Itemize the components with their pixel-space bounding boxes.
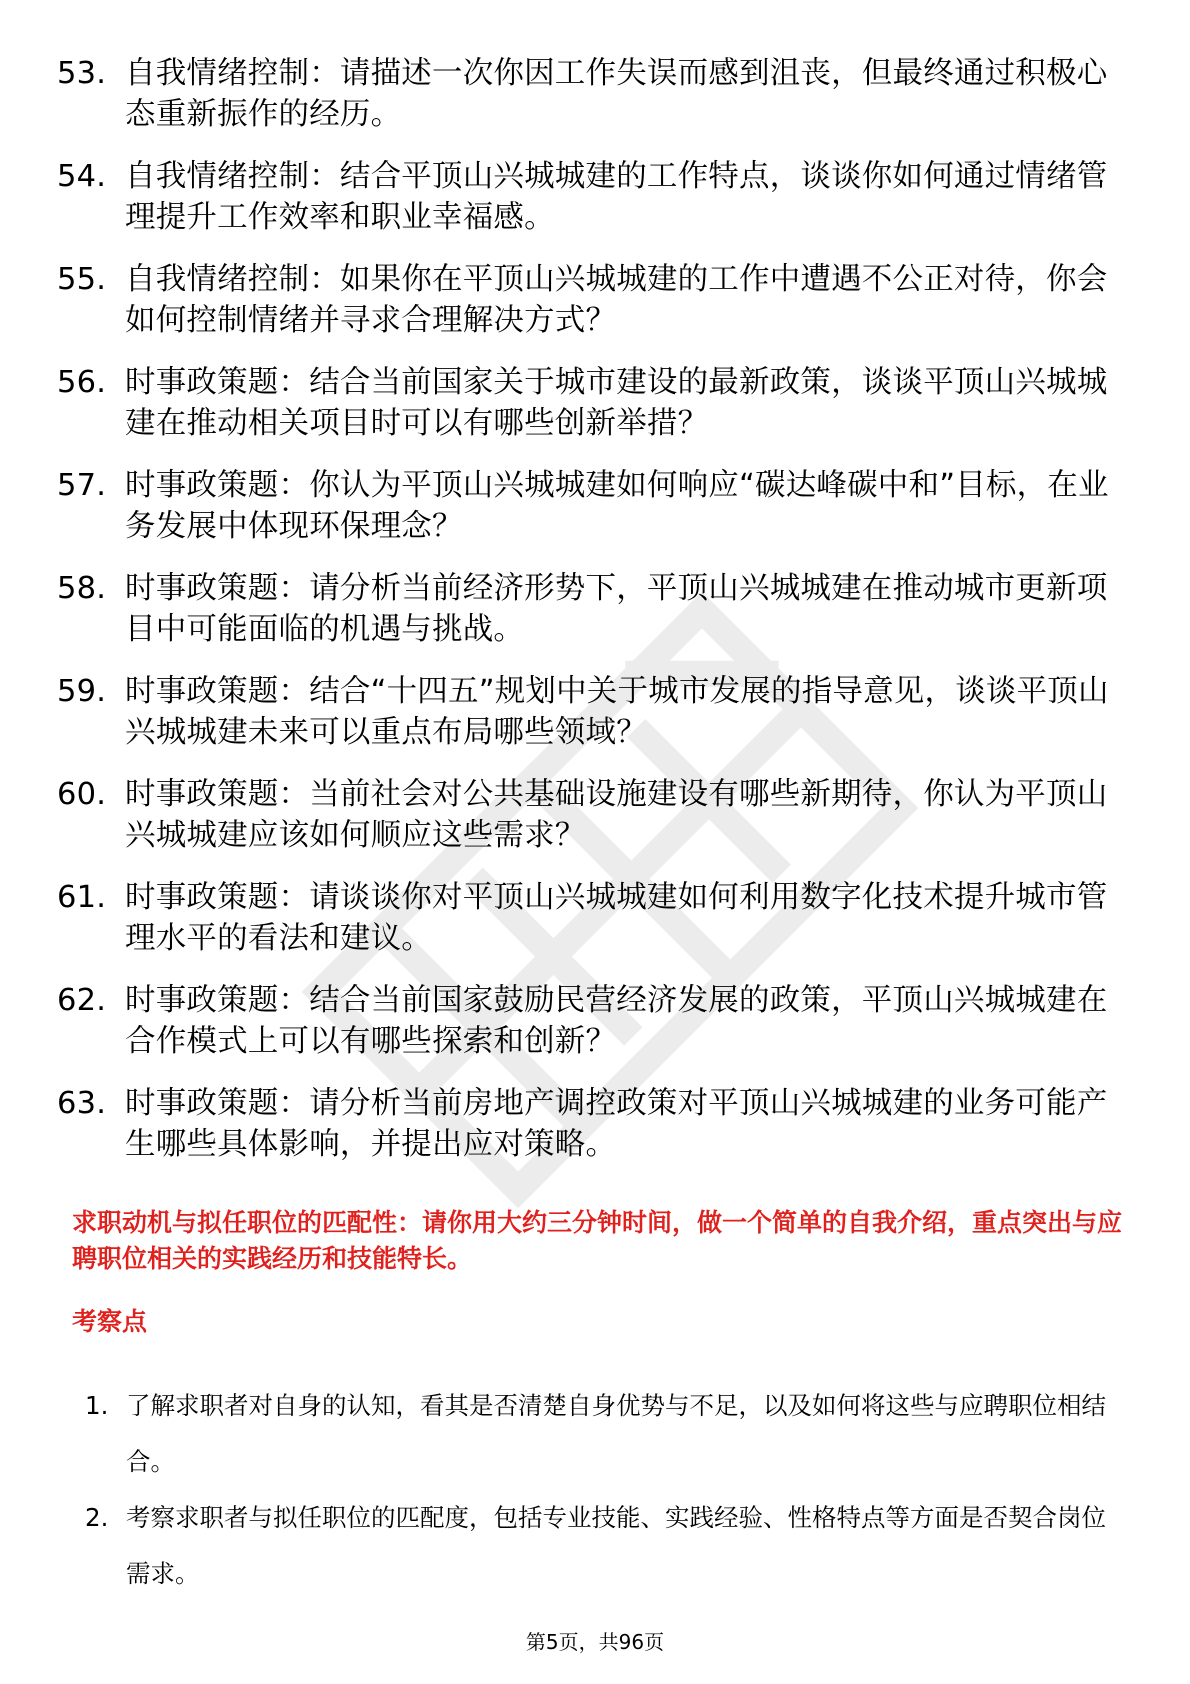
list-item	[57, 671, 1127, 753]
list-item	[57, 156, 1127, 238]
question-number: 58.	[57, 571, 107, 606]
list-item	[57, 362, 1127, 444]
question-text: 时事政策题：结合当前国家鼓励民营经济发展的政策，平顶山兴城城建在合作模式上可以有哪些探索和创新？	[125, 983, 1108, 1059]
section-subheading: 考察点	[72, 1307, 148, 1336]
question-number: 59.	[57, 674, 107, 709]
question-number: 57.	[57, 468, 107, 503]
question-text: 时事政策题：结合当前国家关于城市建设的最新政策，谈谈平顶山兴城城建在推动相关项目时可以有哪些创新举措？	[125, 365, 1108, 441]
question-text: 时事政策题：请分析当前经济形势下，平顶山兴城城建在推动城市更新项目中可能面临的机遇与挑战。	[125, 571, 1108, 647]
question-text: 时事政策题：结合“十四五”规划中关于城市发展的指导意见，谈谈平顶山兴城城建未来可以重点布局哪些领域？	[125, 674, 1109, 750]
list-item	[85, 1378, 1125, 1490]
point-number: 2.	[85, 1503, 109, 1532]
question-number: 63.	[57, 1086, 107, 1121]
point-text: 了解求职者对自身的认知，看其是否清楚自身优势与不足，以及如何将这些与应聘职位相结合。	[126, 1391, 1106, 1476]
list-item	[57, 980, 1127, 1062]
question-number: 54.	[57, 159, 107, 194]
list-item	[57, 568, 1127, 650]
evaluation-points-list	[85, 1378, 1125, 1602]
list-item	[57, 465, 1127, 547]
list-item	[57, 53, 1127, 135]
question-number: 55.	[57, 262, 107, 297]
question-text: 时事政策题：请分析当前房地产调控政策对平顶山兴城城建的业务可能产生哪些具体影响，并提出应对策略。	[125, 1086, 1108, 1162]
question-list	[57, 53, 1127, 1186]
question-text: 时事政策题：你认为平顶山兴城城建如何响应“碳达峰碳中和”目标，在业务发展中体现环保理念？	[125, 468, 1109, 544]
question-text: 时事政策题：请谈谈你对平顶山兴城城建如何利用数字化技术提升城市管理水平的看法和建议。	[125, 880, 1108, 956]
question-text: 自我情绪控制：结合平顶山兴城城建的工作特点，谈谈你如何通过情绪管理提升工作效率和职业幸福感。	[125, 159, 1108, 235]
list-item	[57, 877, 1127, 959]
section-heading: 求职动机与拟任职位的匹配性：请你用大约三分钟时间，做一个简单的自我介绍，重点突出与应聘职位相关的实践经历和技能特长。	[72, 1208, 1123, 1273]
question-text: 时事政策题：当前社会对公共基础设施建设有哪些新期待，你认为平顶山兴城城建应该如何顺应这些需求？	[125, 777, 1108, 853]
point-text: 考察求职者与拟任职位的匹配度，包括专业技能、实践经验、性格特点等方面是否契合岗位需求。	[126, 1503, 1106, 1588]
page-footer: 第5页，共96页	[525, 1630, 665, 1654]
list-item	[57, 1083, 1127, 1165]
point-number: 1.	[85, 1391, 109, 1420]
question-number: 62.	[57, 983, 107, 1018]
list-item	[57, 774, 1127, 856]
question-number: 53.	[57, 56, 107, 91]
question-number: 60.	[57, 777, 107, 812]
question-number: 61.	[57, 880, 107, 915]
list-item	[57, 259, 1127, 341]
question-number: 56.	[57, 365, 107, 400]
question-text: 自我情绪控制：请描述一次你因工作失误而感到沮丧，但最终通过积极心态重新振作的经历。	[125, 56, 1108, 132]
list-item	[85, 1490, 1125, 1602]
question-text: 自我情绪控制：如果你在平顶山兴城城建的工作中遭遇不公正对待，你会如何控制情绪并寻求合理解决方式？	[125, 262, 1108, 338]
